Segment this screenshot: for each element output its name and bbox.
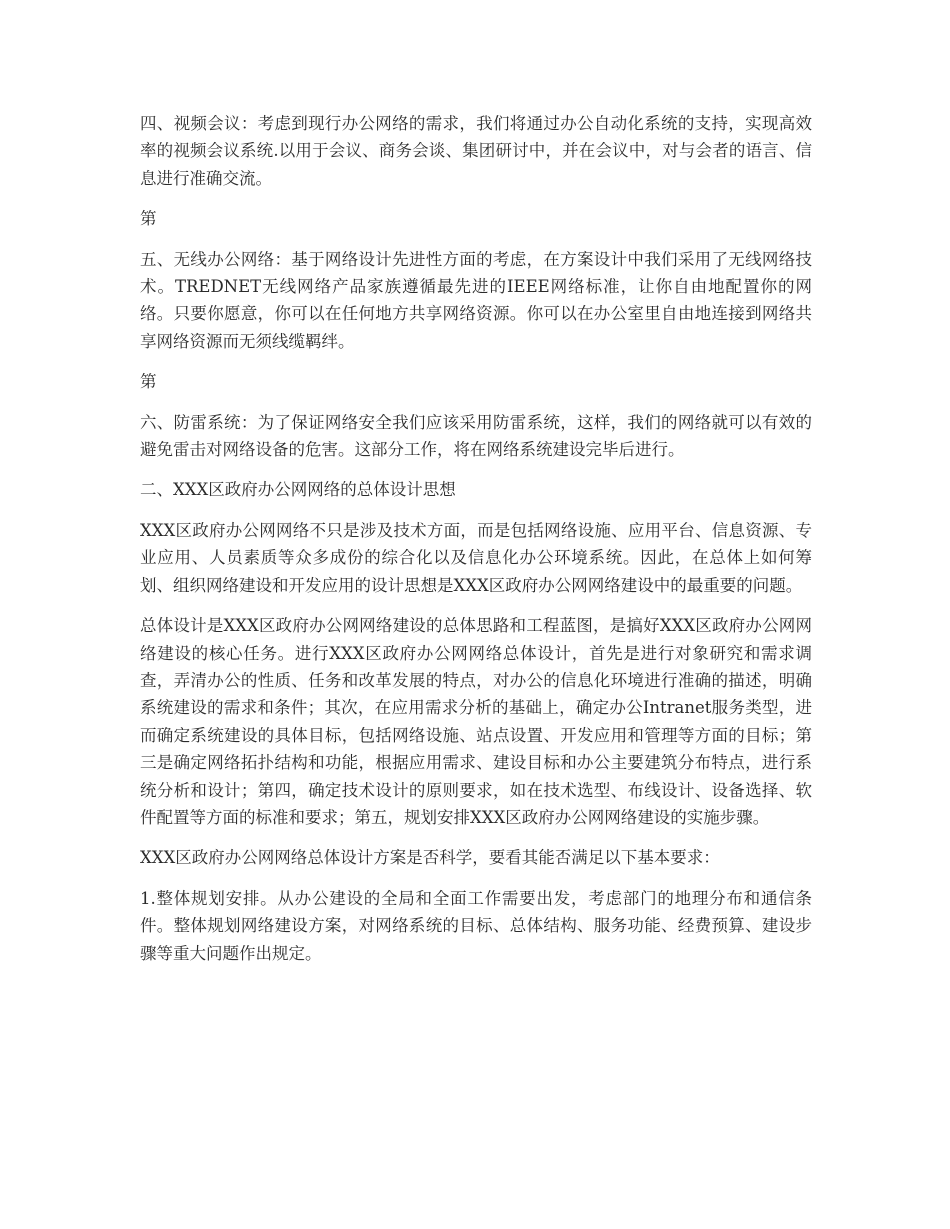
paragraph-wireless-network: 五、无线办公网络：基于网络设计先进性方面的考虑，在方案设计中我们采用了无线网络技术。TREDNET无线网络产品家族遵循最先进的IEEE网络标准，让你自由地配置你的网络。只要你愿意，你可以在任何地方共享网络资源。你可以在办公室里自由地连接到网络共享网络资源而无须线缆羁绊。 — [140, 249, 812, 351]
document-body — [140, 110, 812, 980]
section-heading: 二、XXX区政府办公网网络的总体设计思想 — [140, 480, 456, 500]
paragraph-video-conference: 四、视频会议：考虑到现行办公网络的需求，我们将通过办公自动化系统的支持，实现高效率的视频会议系统.以用于会议、商务会谈、集团研讨中，并在会议中，对与会者的语言、信息进行准确交流。 — [140, 114, 812, 188]
paragraph-network-overview: XXX区政府办公网网络不只是涉及技术方面，而是包括网络设施、应用平台、信息资源、专业应用、人员素质等众多成份的综合化以及信息化办公环境系统。因此，在总体上如何筹划、组织网络建设和开发应用的设计思想是XXX区政府办公网网络建设中的最重要的问题。 — [140, 520, 812, 595]
paragraph-lightning-protection: 六、防雷系统：为了保证网络安全我们应该采用防雷系统，这样，我们的网络就可以有效的避免雷击对网络设备的危害。这部分工作，将在网络系统建设完毕后进行。 — [140, 412, 812, 460]
paragraph-fragment: 第 — [140, 209, 157, 229]
paragraph-overall-design: 总体设计是XXX区政府办公网网络建设的总体思路和工程蓝图，是搞好XXX区政府办公网网络建设的核心任务。进行XXX区政府办公网网络总体设计，首先是进行对象研究和需求调查，弄清办公的性质、任务和改革发展的特点，对办公的信息化环境进行准确的描述，明确系统建设的需求和条件；其次，在应用需求分析的基础上，确定办公Intranet服务类型，进而确定系统建设的具体目标，包括网络设施、站点设置、开发应用和管理等方面的目标；第三是确定网络拓扑结构和功能，根据应用需求、建设目标和办公主要建筑分布特点，进行系统分析和设计；第四，确定技术设计的原则要求，如在技术选型、布线设计、设备选择、软件配置等方面的标准和要求；第五，规划安排XXX区政府办公网网络建设的实施步骤。 — [140, 616, 812, 827]
paragraph-fragment: 第 — [140, 372, 157, 392]
paragraph-overall-planning: 1.整体规划安排。从办公建设的全局和全面工作需要出发，考虑部门的地理分布和通信条件。整体规划网络建设方案，对网络系统的目标、总体结构、服务功能、经费预算、建设步骤等重大问题作出规定。 — [140, 888, 812, 963]
paragraph-requirements-intro: XXX区政府办公网网络总体设计方案是否科学，要看其能否满足以下基本要求： — [140, 848, 720, 868]
